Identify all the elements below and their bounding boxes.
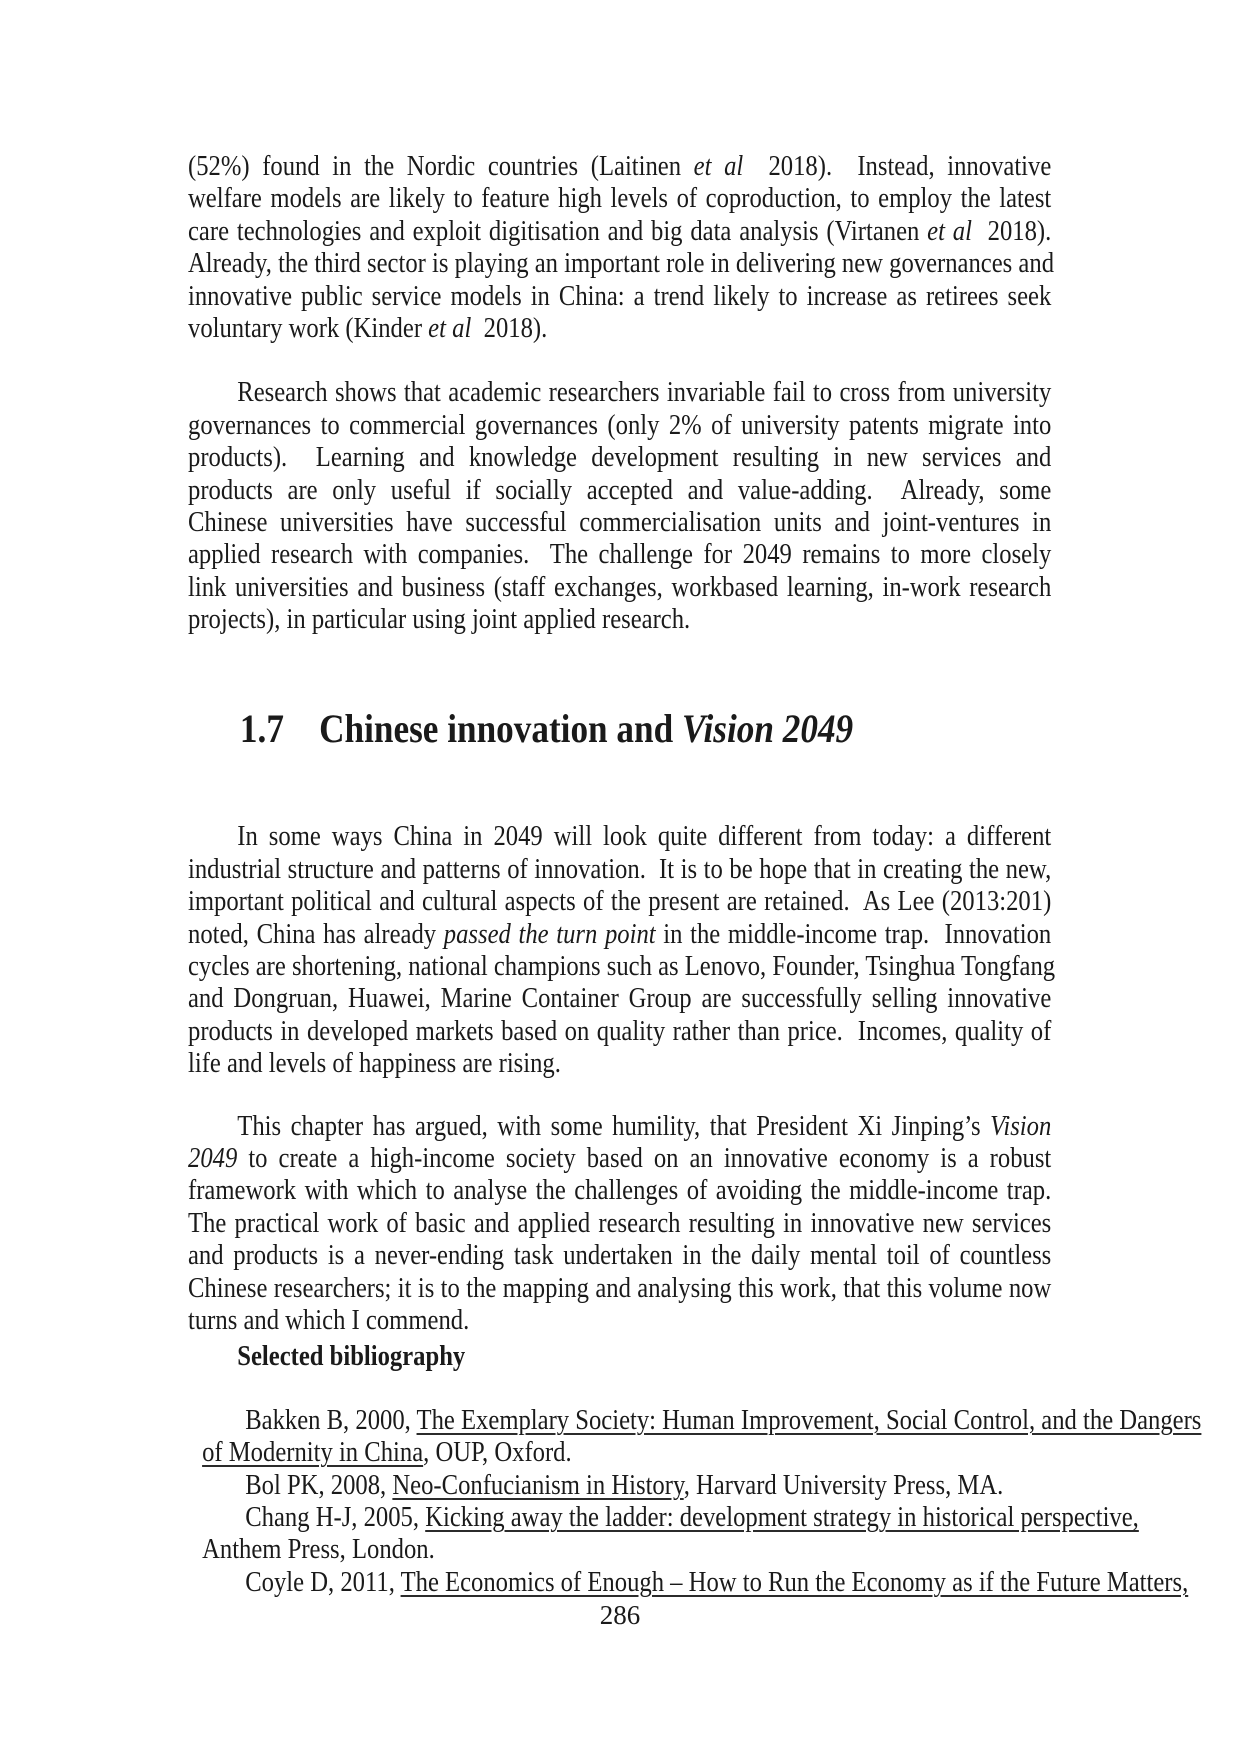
page-number: 286: [599, 1600, 641, 1630]
text-line: [188, 313, 1051, 345]
text-line: [188, 951, 1056, 983]
text-run: This chapter has argued, with some humility, that President Xi Jinping’s: [237, 1110, 991, 1142]
text-line: [188, 1111, 1051, 1143]
text-run: governances to commercial governances (only 2% of university patents migrate into: [188, 409, 1052, 441]
text-run: 2018).: [971, 215, 1052, 247]
text-line: [202, 1404, 1202, 1437]
bib-entry-bakken: [202, 1404, 1202, 1470]
text-run: Bakken B, 2000,: [245, 1404, 417, 1436]
page-content: [188, 151, 1202, 1599]
text-line: [188, 1143, 1051, 1175]
text-run: cycles are shortening, national champions such as Lenovo, Founder, Tsinghua Tongfang: [188, 951, 1056, 983]
bib-entry-bol: [202, 1470, 1051, 1502]
text-run: projects), in particular using joint applied research.: [188, 604, 691, 636]
text-run: Chinese researchers; it is to the mapping and analysing this work, that this volume now: [188, 1272, 1052, 1304]
text-line: [188, 539, 1051, 571]
underlined-title: The Economics of Enough – How to Run the Economy as if the Future Matters,: [400, 1566, 1189, 1598]
text-run: noted, China has already: [188, 918, 444, 950]
concluding-paragraph: [188, 1111, 1051, 1338]
text-run: to create a high-income society based on an innovative economy is a robust: [237, 1142, 1052, 1174]
text-run: life and levels of happiness are rising.: [188, 1048, 561, 1080]
text-line: [188, 1240, 1051, 1272]
text-line: [188, 983, 1051, 1015]
text-run: industrial structure and patterns of innovation. It is to be hope that in creating the new,: [188, 853, 1052, 885]
text-line: [188, 886, 1051, 918]
text-line: [188, 377, 1051, 409]
text-run: turns and which I commend.: [188, 1304, 470, 1336]
text-line: [188, 1273, 1051, 1305]
text-run: Anthem Press, London.: [202, 1534, 435, 1566]
text-line: [188, 854, 1051, 886]
text-run: innovative public service models in China: a trend likely to increase as retirees seek: [188, 280, 1052, 312]
section-heading-1-7: [188, 707, 1051, 751]
text-run: and products is a never-ending task undertaken in the daily mental toil of countless: [188, 1240, 1052, 1272]
opening-paragraph: [188, 151, 1055, 345]
text-run: , OUP, Oxford.: [423, 1437, 572, 1469]
text-line: [188, 1048, 1051, 1080]
china-2049-paragraph: [188, 821, 1056, 1080]
text-line: [188, 151, 1051, 183]
text-run: framework with which to analyse the challenges of avoiding the middle-income trap.: [188, 1175, 1052, 1207]
text-run: et al: [693, 151, 744, 182]
text-line: [202, 1534, 1051, 1566]
text-run: Vision 2049: [681, 706, 854, 752]
text-run: Selected bibliography: [237, 1341, 466, 1373]
text-run: In some ways China in 2049 will look quite different from today: a different: [237, 821, 1052, 853]
text-line: [188, 1305, 1051, 1337]
text-line: [188, 216, 1051, 248]
text-run: et al: [927, 215, 972, 247]
text-line: [188, 281, 1051, 313]
underlined-title: The Exemplary Society: Human Improvement, Social Control, and the Dangers: [416, 1404, 1202, 1436]
text-line: [188, 248, 1055, 280]
text-run: and Dongruan, Huawei, Marine Container Group are successfully selling innovative: [188, 983, 1052, 1015]
text-run: et al: [428, 312, 472, 344]
text-line: [188, 507, 1051, 539]
text-line: [188, 707, 1051, 751]
text-run: Already, the third sector is playing an important role in delivering new governances and: [188, 248, 1055, 280]
text-run: 2018). Instead, innovative: [743, 151, 1052, 182]
text-line: [202, 1501, 1139, 1534]
text-line: [188, 410, 1051, 442]
text-run: passed the turn point: [443, 918, 656, 950]
text-line: [202, 1470, 1051, 1502]
text-line: [188, 1341, 1051, 1373]
text-run: important political and cultural aspects of the present are retained. As Lee (2013:201): [188, 886, 1052, 918]
underlined-title: Kicking away the ladder: development strategy in historical perspective,: [425, 1501, 1139, 1533]
text-line: [188, 183, 1051, 215]
text-run: 2018).: [471, 312, 548, 344]
text-run: voluntary work (Kinder: [188, 312, 429, 344]
text-run: Vision: [990, 1110, 1052, 1142]
text-run: Research shows that academic researchers invariable fail to cross from university: [237, 377, 1052, 409]
text-line: [188, 919, 1051, 951]
text-line: [202, 1566, 1189, 1599]
text-run: products are only useful if socially accepted and value-adding. Already, some: [188, 474, 1052, 506]
text-run: 2049: [188, 1142, 238, 1174]
text-run: Bol PK, 2008,: [245, 1469, 393, 1501]
text-run: in the middle-income trap. Innovation: [655, 918, 1052, 950]
bib-entry-chang: [202, 1501, 1139, 1567]
text-line: [202, 1437, 1051, 1469]
text-run: , Harvard University Press, MA.: [683, 1469, 1004, 1501]
text-run: (52%) found in the Nordic countries (Laitinen: [188, 151, 694, 182]
text-line: [188, 442, 1051, 474]
text-run: Chinese universities have successful commercialisation units and joint-ventures in: [188, 506, 1052, 538]
text-line: [188, 821, 1051, 853]
text-run: applied research with companies. The challenge for 2049 remains to more closely: [188, 539, 1052, 571]
text-run: link universities and business (staff exchanges, workbased learning, in-work research: [188, 571, 1052, 603]
text-line: [188, 604, 1051, 636]
text-line: [188, 1016, 1051, 1048]
text-line: [188, 1175, 1051, 1207]
text-run: products). Learning and knowledge development resulting in new services and: [188, 442, 1052, 474]
text-run: welfare models are likely to feature high levels of coproduction, to employ the latest: [188, 183, 1052, 215]
underlined-title: Neo-Confucianism in History: [392, 1469, 684, 1501]
text-run: 1.7 Chinese innovation and: [239, 706, 682, 752]
text-run: products in developed markets based on quality rather than price. Incomes, quality of: [188, 1015, 1052, 1047]
text-line: [188, 475, 1051, 507]
text-run: Coyle D, 2011,: [245, 1566, 401, 1598]
bibliography-heading: [188, 1341, 1051, 1373]
text-run: care technologies and exploit digitisation and big data analysis (Virtanen: [188, 215, 928, 247]
text-line: [188, 1208, 1051, 1240]
bib-entry-coyle: [202, 1566, 1189, 1599]
text-line: [188, 572, 1051, 604]
text-run: Chang H-J, 2005,: [245, 1501, 426, 1533]
text-run: The practical work of basic and applied research resulting in innovative new services: [188, 1207, 1052, 1239]
underlined-title: of Modernity in China: [202, 1437, 424, 1469]
research-paragraph: [188, 377, 1051, 636]
